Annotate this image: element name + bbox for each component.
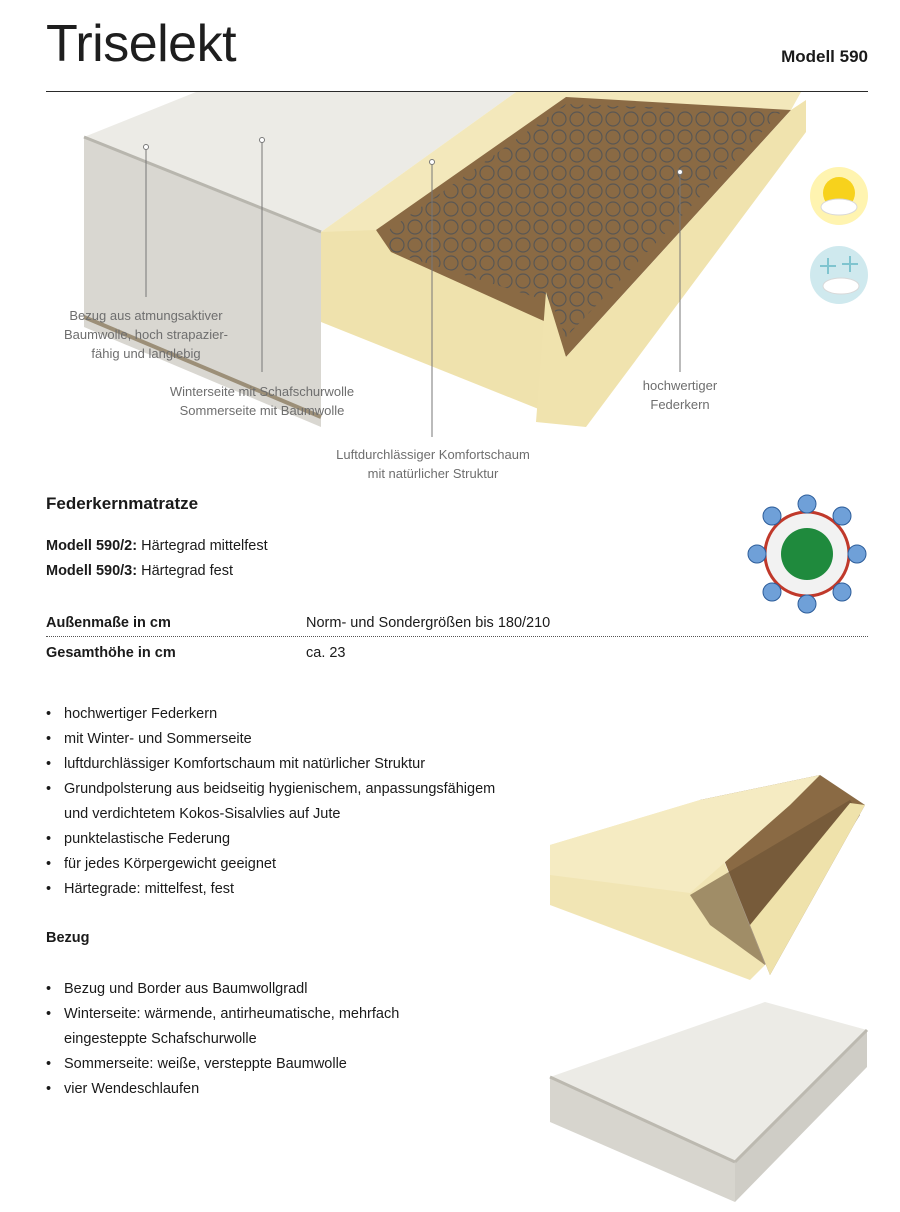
list-item-continuation: eingesteppte Schafschurwolle bbox=[64, 1031, 257, 1047]
dimension-label-outer: Außenmaße in cm bbox=[46, 615, 171, 631]
callout-spring: hochwertiger Federkern bbox=[642, 378, 718, 412]
list-item: • Bezug und Border aus Baumwollgradl bbox=[46, 977, 399, 1002]
bezug-title: Bezug bbox=[46, 930, 90, 946]
covered-mattress-illustration bbox=[545, 1002, 870, 1207]
hardness-row: Modell 590/3: Härtegrad fest bbox=[46, 563, 233, 579]
foam-spring-mattress-illustration bbox=[550, 775, 870, 985]
list-item: • luftdurchlässiger Komfortschaum mit natürlicher Struktur bbox=[46, 752, 495, 777]
dimension-divider bbox=[46, 636, 868, 637]
list-item: • Sommerseite: weiße, versteppte Baumwolle bbox=[46, 1052, 399, 1077]
callout-cover: Bezug aus atmungsaktiver Baumwolle, hoch strapazier- fähig und langlebig bbox=[63, 308, 229, 361]
list-item-continuation: und verdichtetem Kokos-Sisalvlies auf Jute bbox=[64, 806, 341, 822]
brand-title: Triselekt bbox=[46, 15, 237, 73]
list-item: • hochwertiger Federkern bbox=[46, 702, 495, 727]
list-item: • Grundpolsterung aus beidseitig hygienischem, anpassungsfähigem bbox=[46, 777, 495, 802]
product-title: Federkernmatratze bbox=[46, 494, 199, 513]
list-item: • punktelastische Federung bbox=[46, 827, 495, 852]
model-number: Modell 590 bbox=[781, 47, 868, 66]
list-item: • Härtegrade: mittelfest, fest bbox=[46, 877, 495, 902]
snowflake-icon bbox=[808, 244, 870, 306]
dimension-value-outer: Norm- und Sondergrößen bis 180/210 bbox=[306, 615, 551, 631]
hardness-row: Modell 590/2: Härtegrad mittelfest bbox=[46, 538, 268, 554]
bezug-list bbox=[46, 977, 399, 1102]
callout-foam: Luftdurchlässiger Komfortschaum mit natürlicher Struktur bbox=[336, 447, 530, 481]
sun-icon bbox=[808, 165, 870, 227]
list-item: • mit Winter- und Sommerseite bbox=[46, 727, 495, 752]
certification-seal-icon bbox=[744, 492, 870, 616]
dimension-label-height: Gesamthöhe in cm bbox=[46, 645, 176, 661]
list-item: • vier Wendeschlaufen bbox=[46, 1077, 399, 1102]
list-item: • für jedes Körpergewicht geeignet bbox=[46, 852, 495, 877]
list-item: • Winterseite: wärmende, antirheumatische, mehrfach bbox=[46, 1002, 399, 1027]
callout-seasons: Winterseite mit Schafschurwolle Sommerseite mit Baumwolle bbox=[169, 384, 355, 418]
feature-list bbox=[46, 702, 495, 902]
dimension-value-height: ca. 23 bbox=[306, 645, 346, 661]
